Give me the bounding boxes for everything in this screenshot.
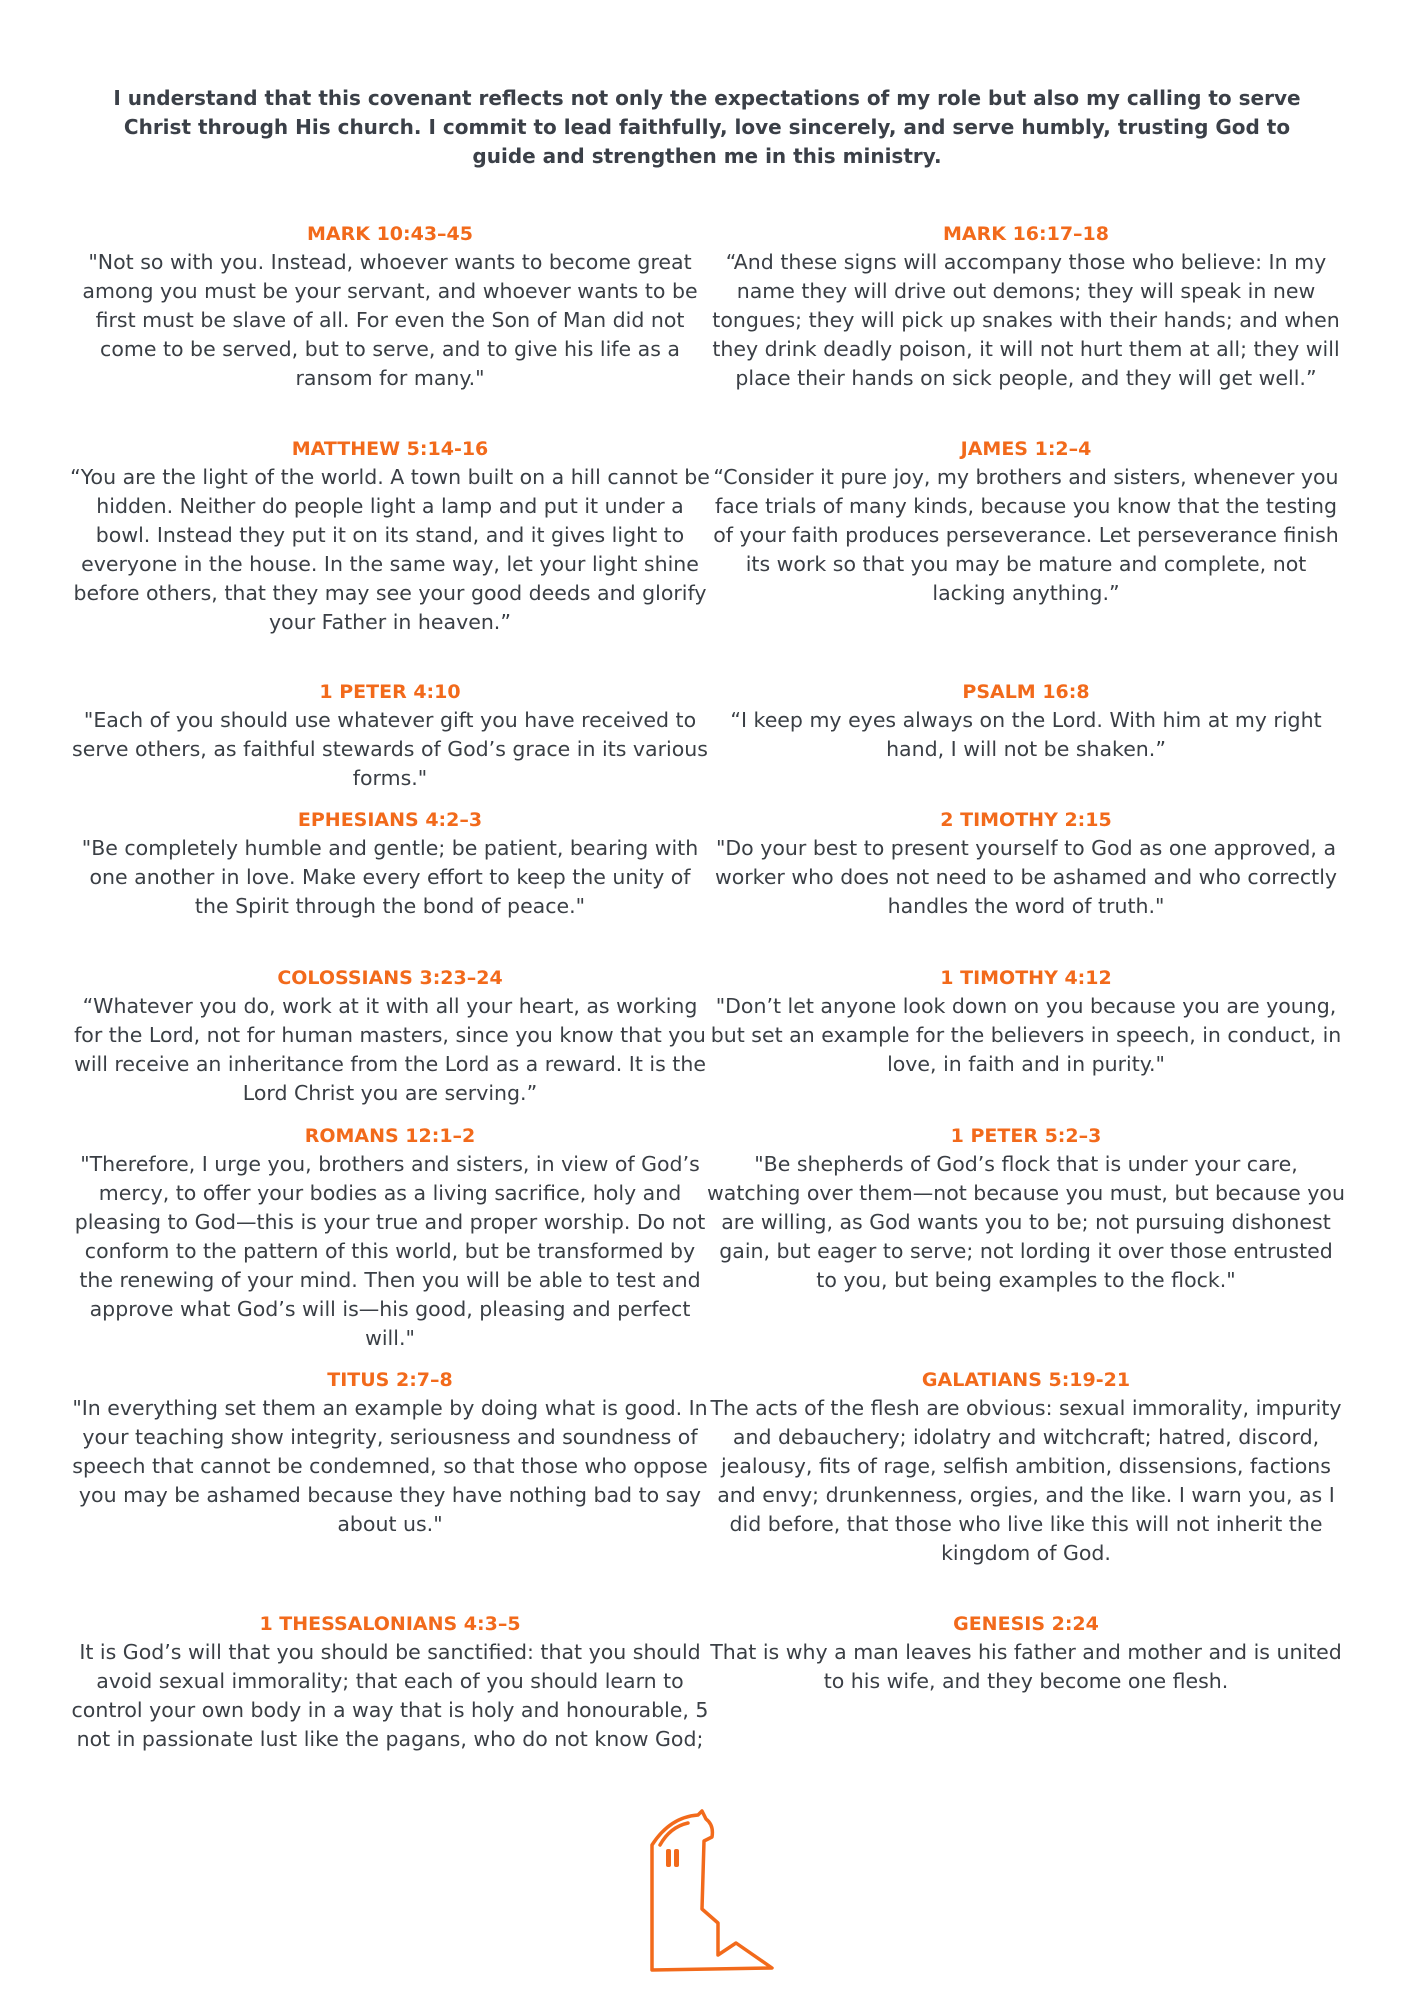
verse-reference: ROMANS 12:1–2 bbox=[304, 1125, 476, 1147]
verse-text: The acts of the flesh are obvious: sexual immorality, impurity and debauchery; idolatry and witchcraft; hatred, discord, jealousy, fits of rage, selfish ambition, dissensions, factions and envy; drunkenness, orgies, and the like. I warn you, as I did before, that those who live like this will not inherit the kingdom of God. bbox=[710, 1396, 1342, 1565]
verse-text: "Therefore, I urge you, brothers and sisters, in view of God’s mercy, to offer your bodies as a living sacrifice, holy and pleasing to God—this is your true and proper worship. Do not conform to the pattern of this world, but be transformed by the renewing of your mind. Then you will be able to test and approve what God’s will is—his good, pleasing and perfect will." bbox=[74, 1152, 706, 1350]
verse-text: “You are the light of the world. A town built on a hill cannot be hidden. Neither do people light a lamp and put it under a bowl. Instead they put it on its stand, and it gives light to everyone in the house. In the same way, let your light shine before others, that they may see your good deeds and glorify your Father in heaven.” bbox=[70, 465, 710, 634]
verse-reference: PSALM 16:8 bbox=[962, 681, 1090, 703]
church-tower-logo-icon bbox=[640, 1805, 775, 1980]
verse-mark-16 bbox=[706, 222, 1346, 393]
verse-reference: EPHESIANS 4:2–3 bbox=[297, 809, 483, 831]
verse-text: "In everything set them an example by doing what is good. In your teaching show integrity, seriousness and soundness of speech that cannot be condemned, so that those who oppose you may be ashamed because they have nothing bad to say about us." bbox=[72, 1396, 708, 1536]
verse-reference: MATTHEW 5:14-16 bbox=[291, 438, 489, 460]
verse-reference: TITUS 2:7–8 bbox=[327, 1369, 453, 1391]
verse-2-timothy-2 bbox=[706, 808, 1346, 921]
verse-reference: COLOSSIANS 3:23–24 bbox=[277, 967, 503, 989]
verse-text: “Whatever you do, work at it with all your heart, as working for the Lord, not for human masters, since you know that you will receive an inheritance from the Lord as a reward. It is the Lord Christ you are serving.” bbox=[74, 994, 706, 1105]
verse-reference: JAMES 1:2–4 bbox=[960, 438, 1092, 460]
verse-text: “I keep my eyes always on the Lord. With him at my right hand, I will not be shaken.” bbox=[730, 708, 1322, 761]
verse-romans-12 bbox=[70, 1124, 710, 1353]
verse-galatians-5 bbox=[706, 1368, 1346, 1568]
verse-text: "Be shepherds of God’s flock that is under your care, watching over them—not because you must, but because you are willing, as God wants you to be; not pursuing dishonest gain, but eager to serve; not lording it over those entrusted to you, but being examples to the flock." bbox=[707, 1152, 1345, 1292]
verse-ephesians-4 bbox=[70, 808, 710, 921]
verse-text: "Each of you should use whatever gift you have received to serve others, as faithful stewards of God’s grace in its various forms." bbox=[72, 708, 708, 790]
verse-genesis-2 bbox=[706, 1612, 1346, 1696]
verse-colossians-3 bbox=[70, 966, 710, 1108]
verse-reference: 1 PETER 4:10 bbox=[319, 681, 461, 703]
verse-text: “And these signs will accompany those who believe: In my name they will drive out demons; they will speak in new tongues; they will pick up snakes with their hands; and when they drink deadly poison, it will not hurt them at all; they will place their hands on sick people, and they will get well.” bbox=[712, 250, 1340, 390]
verse-1-peter-5 bbox=[706, 1124, 1346, 1295]
verse-text: "Not so with you. Instead, whoever wants to become great among you must be your servant, and whoever wants to be first must be slave of all. For even the Son of Man did not come to be served, but to serve, and to give his life as a ransom for many." bbox=[82, 250, 698, 390]
verse-reference: MARK 16:17–18 bbox=[943, 223, 1109, 245]
verse-reference: 1 PETER 5:2–3 bbox=[950, 1125, 1102, 1147]
verse-reference: MARK 10:43–45 bbox=[307, 223, 473, 245]
verse-titus-2 bbox=[70, 1368, 710, 1539]
verse-reference: 1 TIMOTHY 4:12 bbox=[940, 967, 1112, 989]
verse-text: That is why a man leaves his father and mother and is united to his wife, and they become one flesh. bbox=[710, 1640, 1342, 1693]
verse-1-timothy-4 bbox=[706, 966, 1346, 1079]
covenant-statement: I understand that this covenant reflects not only the expectations of my role but also my calling to serve Christ through His church. I commit to lead faithfully, love sincerely, and serve humbly, trusting God to guide and strengthen me in this ministry. bbox=[113, 86, 1301, 168]
verse-text: It is God’s will that you should be sanctified: that you should avoid sexual immorality; that each of you should learn to control your own body in a way that is holy and honourable, 5 not in passionate lust like the pagans, who do not know God; bbox=[71, 1640, 709, 1751]
verse-reference: 2 TIMOTHY 2:15 bbox=[940, 809, 1112, 831]
verse-reference: GENESIS 2:24 bbox=[953, 1613, 1099, 1635]
verse-text: "Be completely humble and gentle; be patient, bearing with one another in love. Make every effort to keep the unity of the Spirit through the bond of peace." bbox=[81, 836, 699, 918]
verse-1-thessalonians-4 bbox=[70, 1612, 710, 1754]
verse-text: "Do your best to present yourself to God as one approved, a worker who does not need to be ashamed and who correctly handles the word of truth." bbox=[714, 836, 1338, 918]
verse-text: “Consider it pure joy, my brothers and sisters, whenever you face trials of many kinds, because you know that the testing of your faith produces perseverance. Let perseverance finish its work so that you may be mature and complete, not lacking anything.” bbox=[713, 465, 1339, 605]
verse-james-1 bbox=[706, 437, 1346, 608]
verse-1-peter-4 bbox=[70, 680, 710, 793]
verse-reference: GALATIANS 5:19-21 bbox=[921, 1369, 1131, 1391]
verse-matthew-5 bbox=[70, 437, 710, 637]
verse-mark-10 bbox=[70, 222, 710, 393]
verse-psalm-16 bbox=[706, 680, 1346, 764]
verse-text: "Don’t let anyone look down on you because you are young, but set an example for the believers in speech, in conduct, in love, in faith and in purity." bbox=[710, 994, 1342, 1076]
verse-reference: 1 THESSALONIANS 4:3–5 bbox=[259, 1613, 521, 1635]
